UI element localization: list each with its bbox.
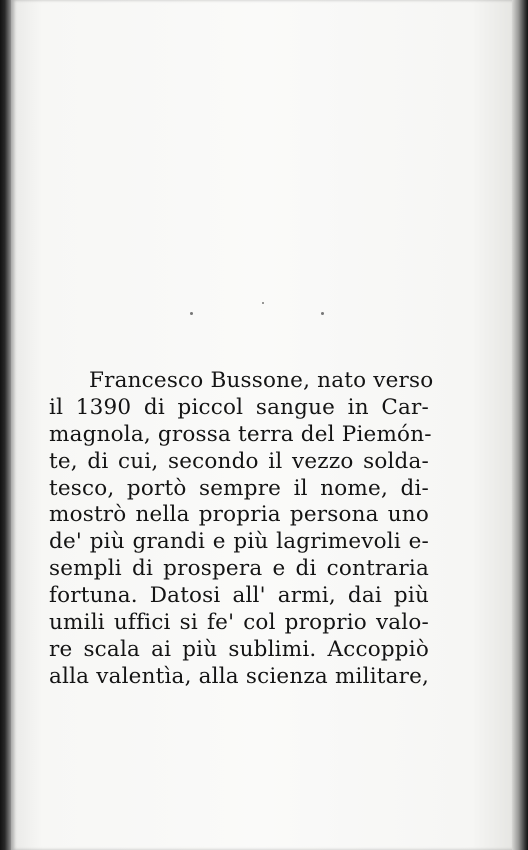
book-edge-shadow (512, 0, 528, 850)
book-gutter-shadow (0, 0, 12, 850)
page-body-text (49, 368, 434, 691)
text-line: fortuna. Datosi all' armi, dai più (49, 583, 429, 609)
text-line: re scala ai più sublimi. Accoppiò (49, 636, 429, 662)
paper-speck (262, 302, 264, 304)
text-line: mostrò nella propria persona uno (49, 502, 429, 528)
paper-speck (321, 312, 324, 315)
text-line: il 1390 di piccol sangue in Car- (49, 394, 429, 420)
text-line: te, di cui, secondo il vezzo solda- (49, 448, 429, 474)
text-line: umili uffici si fe' col proprio valo- (49, 610, 429, 636)
book-page (12, 0, 512, 850)
text-line: tesco, portò sempre il nome, di- (49, 475, 429, 501)
text-line: de' più grandi e più lagrimevoli e- (49, 529, 429, 555)
text-line: Francesco Bussone, nato verso (89, 368, 434, 393)
text-line: alla valentìa, alla scienza militare, (49, 663, 430, 689)
text-line: magnola, grossa terra del Piemón- (49, 421, 432, 447)
text-line: sempli di prospera e di contraria (49, 556, 429, 582)
paper-speck (190, 312, 193, 315)
